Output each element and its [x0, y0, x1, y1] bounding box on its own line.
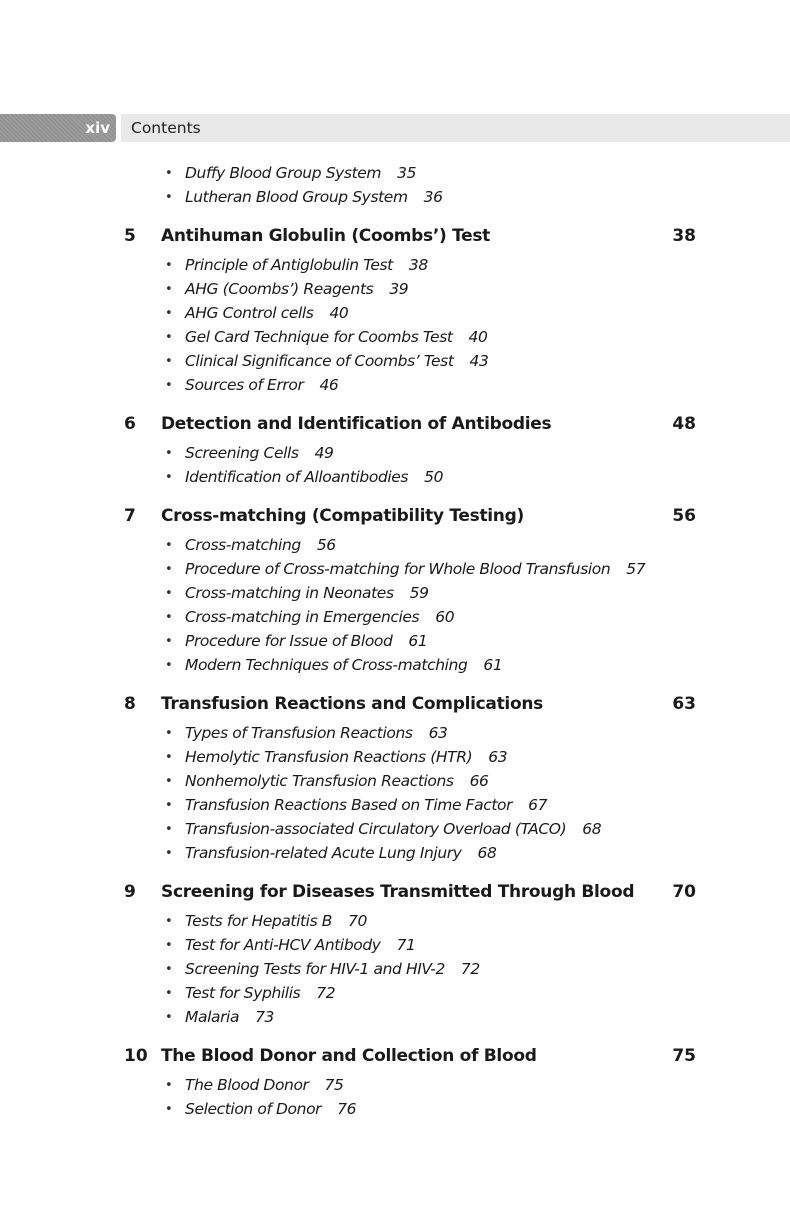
toc-entry [0, 376, 790, 400]
toc-entry [0, 256, 790, 280]
toc-entry [0, 960, 790, 984]
toc-entry [0, 536, 790, 560]
running-header-title: Contents [131, 119, 201, 137]
toc-entry [0, 936, 790, 960]
toc-entry-page: 72 [460, 960, 480, 978]
toc-entry [0, 584, 790, 608]
chapter-page: 48 [672, 414, 696, 434]
chapter-heading [0, 880, 790, 912]
toc-entry-text: Transfusion-related Acute Lung Injury [185, 844, 462, 862]
toc-entry-text: Transfusion Reactions Based on Time Factor [185, 796, 513, 814]
chapter-number: 8 [124, 694, 136, 714]
chapter-page: 38 [672, 226, 696, 246]
toc-entry-page: 68 [582, 820, 602, 838]
bullet-icon: • [165, 962, 173, 977]
page-number: xiv [85, 119, 110, 137]
toc-entry [0, 560, 790, 584]
chapter-title: Detection and Identification of Antibodies [161, 414, 552, 434]
toc-entry-text: Procedure of Cross-matching for Whole Blood Transfusion [185, 560, 611, 578]
bullet-icon: • [165, 610, 173, 625]
bullet-icon: • [165, 798, 173, 813]
toc-entry-title [185, 656, 502, 674]
toc-entry-text: Types of Transfusion Reactions [185, 724, 413, 742]
toc-entry-title [185, 328, 487, 346]
toc-entry-title [185, 468, 443, 486]
toc-entry [0, 304, 790, 328]
toc-entry-page: 35 [397, 164, 417, 182]
bullet-icon: • [165, 774, 173, 789]
chapter-title: Cross-matching (Compatibility Testing) [161, 506, 524, 526]
bullet-icon: • [165, 1010, 173, 1025]
toc-entry-title [185, 1008, 274, 1026]
toc-entry-page: 76 [337, 1100, 357, 1118]
toc-entry-page: 63 [488, 748, 508, 766]
toc-entry-page: 46 [319, 376, 339, 394]
toc-entry-title [185, 912, 367, 930]
toc-entry-page: 72 [316, 984, 336, 1002]
toc-entry [0, 1076, 790, 1100]
bullet-icon: • [165, 1102, 173, 1117]
toc-entry [0, 608, 790, 632]
toc-entry-title [185, 820, 601, 838]
chapter-heading [0, 692, 790, 724]
toc-entry-page: 63 [428, 724, 448, 742]
toc-entry-title [185, 772, 489, 790]
bullet-icon: • [165, 470, 173, 485]
toc-entry-page: 73 [255, 1008, 274, 1026]
toc-entry-page: 60 [435, 608, 455, 626]
bullet-icon: • [165, 354, 173, 369]
toc-entry-title [185, 1100, 356, 1118]
toc-entry-page: 61 [483, 656, 503, 674]
toc-entry [0, 748, 790, 772]
toc-entry-page: 36 [423, 188, 443, 206]
chapter-heading [0, 412, 790, 444]
toc-entry-page: 39 [389, 280, 409, 298]
toc-entry [0, 912, 790, 936]
toc-entry-title [185, 844, 496, 862]
bullet-icon: • [165, 258, 173, 273]
toc-entry-title [185, 280, 408, 298]
toc-entry-page: 61 [408, 632, 428, 650]
bullet-icon: • [165, 446, 173, 461]
bullet-icon: • [165, 822, 173, 837]
toc-entry-text: AHG Control cells [185, 304, 314, 322]
toc-entry-text: Sources of Error [185, 376, 304, 394]
toc-entry-page: 59 [409, 584, 429, 602]
toc-entry [0, 280, 790, 304]
toc-entry [0, 1008, 790, 1032]
toc-entry-title [185, 960, 480, 978]
bullet-icon: • [165, 938, 173, 953]
toc-entry-page: 71 [396, 936, 416, 954]
chapter-number: 6 [124, 414, 136, 434]
bullet-icon: • [165, 658, 173, 673]
toc-entry-title [185, 1076, 343, 1094]
chapter-number: 7 [124, 506, 136, 526]
toc-entry-title [185, 984, 335, 1002]
toc-entry [0, 328, 790, 352]
bullet-icon: • [165, 538, 173, 553]
toc-entry-title [185, 256, 428, 274]
toc-entry-text: Malaria [185, 1008, 240, 1026]
bullet-icon: • [165, 1078, 173, 1093]
toc-entry-text: Screening Tests for HIV-1 and HIV-2 [185, 960, 445, 978]
toc-entry-text: Test for Syphilis [185, 984, 301, 1002]
toc-entry-text: Cross-matching [185, 536, 301, 554]
toc-entry-page: 49 [314, 444, 334, 462]
toc-entry-page: 38 [408, 256, 428, 274]
toc-entry-page: 56 [316, 536, 336, 554]
toc-entry-text: Selection of Donor [185, 1100, 322, 1118]
toc-entry-title [185, 304, 348, 322]
toc-entry-text: Clinical Significance of Coombs’ Test [185, 352, 454, 370]
bullet-icon: • [165, 562, 173, 577]
toc-entry-text: Duffy Blood Group System [185, 164, 382, 182]
chapter-number: 9 [124, 882, 136, 902]
toc-entry-page: 50 [424, 468, 444, 486]
toc-entry-text: Procedure for Issue of Blood [185, 632, 393, 650]
toc-entry [0, 632, 790, 656]
chapter-page: 75 [672, 1046, 696, 1066]
chapter-number: 10 [124, 1046, 148, 1066]
bullet-icon: • [165, 378, 173, 393]
toc-entry [0, 352, 790, 376]
bullet-icon: • [165, 166, 173, 181]
toc-entry-title [185, 560, 645, 578]
toc-entry-title [185, 724, 448, 742]
toc-entry-text: Screening Cells [185, 444, 299, 462]
bullet-icon: • [165, 726, 173, 741]
bullet-icon: • [165, 190, 173, 205]
bullet-icon: • [165, 846, 173, 861]
chapter-title: Antihuman Globulin (Coombs’) Test [161, 226, 490, 246]
chapter-page: 70 [672, 882, 696, 902]
toc-entry-page: 40 [468, 328, 488, 346]
toc-entry-page: 40 [329, 304, 349, 322]
table-of-contents [0, 164, 790, 1124]
toc-entry-text: Transfusion-associated Circulatory Overload (TACO) [185, 820, 567, 838]
toc-entry [0, 1100, 790, 1124]
chapter-page: 56 [672, 506, 696, 526]
toc-entry-title [185, 352, 488, 370]
toc-entry-title [185, 748, 507, 766]
toc-entry-title [185, 444, 334, 462]
toc-entry-text: Identification of Alloantibodies [185, 468, 409, 486]
chapter-page: 63 [672, 694, 696, 714]
toc-entry-text: Modern Techniques of Cross-matching [185, 656, 468, 674]
toc-entry-text: Cross-matching in Neonates [185, 584, 394, 602]
bullet-icon: • [165, 282, 173, 297]
toc-entry-title [185, 936, 416, 954]
toc-entry-title [185, 632, 427, 650]
toc-entry-text: The Blood Donor [185, 1076, 309, 1094]
toc-entry-page: 70 [348, 912, 367, 930]
toc-entry [0, 164, 790, 188]
toc-entry-text: Tests for Hepatitis B [185, 912, 333, 930]
bullet-icon: • [165, 986, 173, 1001]
bullet-icon: • [165, 586, 173, 601]
bullet-icon: • [165, 306, 173, 321]
chapter-heading [0, 504, 790, 536]
toc-entry-page: 43 [469, 352, 489, 370]
toc-entry-text: Nonhemolytic Transfusion Reactions [185, 772, 454, 790]
toc-entry-title [185, 796, 547, 814]
bullet-icon: • [165, 634, 173, 649]
toc-entry-page: 66 [469, 772, 489, 790]
toc-entry [0, 820, 790, 844]
toc-entry-title [185, 164, 416, 182]
page-number-tab [0, 114, 116, 142]
toc-entry [0, 796, 790, 820]
toc-entry-text: Cross-matching in Emergencies [185, 608, 420, 626]
toc-entry [0, 772, 790, 796]
toc-entry [0, 656, 790, 680]
toc-entry-page: 57 [626, 560, 646, 578]
bullet-icon: • [165, 750, 173, 765]
toc-entry-title [185, 584, 429, 602]
toc-entry [0, 724, 790, 748]
toc-entry-text: Gel Card Technique for Coombs Test [185, 328, 453, 346]
toc-entry-page: 75 [324, 1076, 344, 1094]
toc-entry [0, 468, 790, 492]
chapter-number: 5 [124, 226, 136, 246]
bullet-icon: • [165, 914, 173, 929]
chapter-heading [0, 1044, 790, 1076]
toc-entry [0, 984, 790, 1008]
toc-entry-text: Principle of Antiglobulin Test [185, 256, 393, 274]
page-header [0, 114, 790, 142]
toc-entry-title [185, 376, 338, 394]
toc-entry-text: Test for Anti-HCV Antibody [185, 936, 381, 954]
toc-entry-page: 68 [477, 844, 497, 862]
running-header-bar [121, 114, 790, 142]
chapter-title: The Blood Donor and Collection of Blood [161, 1046, 537, 1066]
bullet-icon: • [165, 330, 173, 345]
toc-entry-title [185, 536, 336, 554]
toc-entry-text: Hemolytic Transfusion Reactions (HTR) [185, 748, 473, 766]
toc-entry [0, 444, 790, 468]
toc-entry-title [185, 608, 454, 626]
chapter-heading [0, 224, 790, 256]
toc-entry-title [185, 188, 443, 206]
chapter-title: Transfusion Reactions and Complications [161, 694, 543, 714]
toc-entry [0, 188, 790, 212]
chapter-title: Screening for Diseases Transmitted Through Blood [161, 882, 635, 902]
toc-entry-text: Lutheran Blood Group System [185, 188, 408, 206]
toc-entry-page: 67 [528, 796, 548, 814]
toc-entry [0, 844, 790, 868]
toc-entry-text: AHG (Coombs’) Reagents [185, 280, 374, 298]
